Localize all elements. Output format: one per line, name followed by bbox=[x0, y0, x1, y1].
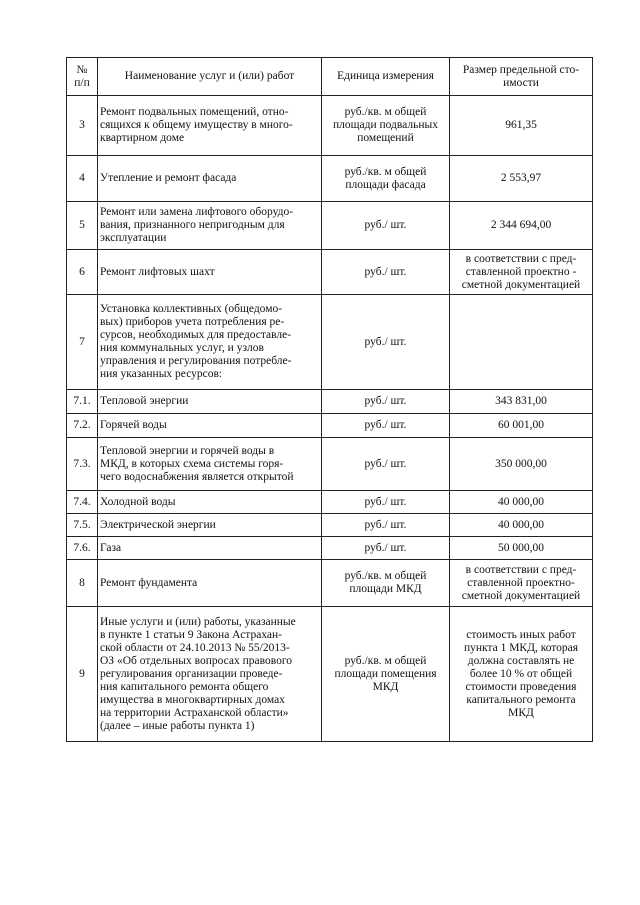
table-row bbox=[67, 202, 593, 250]
table-row bbox=[67, 560, 593, 607]
row-cost-limit: 343 831,00 bbox=[450, 390, 593, 414]
row-service-name: Тепловой энергии bbox=[98, 390, 322, 414]
row-number: 3 bbox=[67, 96, 98, 156]
row-service-name: Холодной воды bbox=[98, 491, 322, 514]
row-number: 7.6. bbox=[67, 537, 98, 560]
row-number: 7.4. bbox=[67, 491, 98, 514]
row-unit: руб./ шт. bbox=[322, 295, 450, 390]
row-unit: руб./кв. м общей площади помещения МКД bbox=[322, 607, 450, 742]
row-cost-limit: в соответствии с пред- ставленной проектно- сметной документацией bbox=[450, 560, 593, 607]
row-service-name: Горячей воды bbox=[98, 414, 322, 438]
table-row bbox=[67, 390, 593, 414]
cost-limits-table bbox=[66, 57, 593, 742]
row-cost-limit: стоимость иных работ пункта 1 МКД, которая должна составлять не более 10 % от общей стоимости проведения капитального ремонта МКД bbox=[450, 607, 593, 742]
row-service-name: Ремонт или замена лифтового оборудо- вания, признанного непригодным для эксплуатации bbox=[98, 202, 322, 250]
table-row bbox=[67, 156, 593, 202]
row-unit: руб./ шт. bbox=[322, 414, 450, 438]
row-unit: руб./ шт. bbox=[322, 438, 450, 491]
row-service-name: Иные услуги и (или) работы, указанные в пункте 1 статьи 9 Закона Астрахан- ской области от 24.10.2013 № 55/2013- ОЗ «Об отдельных вопросах правового регулирования организации проведе- ния капитального ремонта общего имущества в многоквартирных домах на территории Астраханской области» (далее – иные работы пункта 1) bbox=[98, 607, 322, 742]
row-cost-limit: 2 553,97 bbox=[450, 156, 593, 202]
row-number: 4 bbox=[67, 156, 98, 202]
row-cost-limit: 50 000,00 bbox=[450, 537, 593, 560]
row-unit: руб./ шт. bbox=[322, 537, 450, 560]
row-cost-limit: 2 344 694,00 bbox=[450, 202, 593, 250]
row-number: 7.5. bbox=[67, 514, 98, 537]
row-service-name: Ремонт фундамента bbox=[98, 560, 322, 607]
row-service-name: Утепление и ремонт фасада bbox=[98, 156, 322, 202]
row-number: 7.3. bbox=[67, 438, 98, 491]
row-unit: руб./ шт. bbox=[322, 250, 450, 295]
row-service-name: Газа bbox=[98, 537, 322, 560]
header-service-name: Наименование услуг и (или) работ bbox=[98, 58, 322, 96]
table-row bbox=[67, 96, 593, 156]
row-unit: руб./ шт. bbox=[322, 514, 450, 537]
row-cost-limit: 350 000,00 bbox=[450, 438, 593, 491]
table-row bbox=[67, 250, 593, 295]
table-row bbox=[67, 514, 593, 537]
row-cost-limit: в соответствии с пред- ставленной проектно - сметной документацией bbox=[450, 250, 593, 295]
row-number: 7 bbox=[67, 295, 98, 390]
row-cost-limit: 961,35 bbox=[450, 96, 593, 156]
row-unit: руб./кв. м общей площади подвальных помещений bbox=[322, 96, 450, 156]
row-cost-limit: 60 001,00 bbox=[450, 414, 593, 438]
row-unit: руб./ шт. bbox=[322, 202, 450, 250]
row-service-name: Электрической энергии bbox=[98, 514, 322, 537]
row-unit: руб./ шт. bbox=[322, 390, 450, 414]
table-row bbox=[67, 491, 593, 514]
header-number: № п/п bbox=[67, 58, 98, 96]
table-row bbox=[67, 607, 593, 742]
row-number: 7.1. bbox=[67, 390, 98, 414]
row-number: 5 bbox=[67, 202, 98, 250]
row-service-name: Тепловой энергии и горячей воды в МКД, в которых схема системы горя- чего водоснабжения является открытой bbox=[98, 438, 322, 491]
table-row bbox=[67, 414, 593, 438]
table-row bbox=[67, 537, 593, 560]
header-unit: Единица измерения bbox=[322, 58, 450, 96]
row-unit: руб./кв. м общей площади МКД bbox=[322, 560, 450, 607]
table-header-row bbox=[67, 58, 593, 96]
row-number: 7.2. bbox=[67, 414, 98, 438]
row-unit: руб./ шт. bbox=[322, 491, 450, 514]
row-service-name: Ремонт подвальных помещений, отно- сящихся к общему имуществу в много- квартирном доме bbox=[98, 96, 322, 156]
row-number: 6 bbox=[67, 250, 98, 295]
row-cost-limit bbox=[450, 295, 593, 390]
row-cost-limit: 40 000,00 bbox=[450, 514, 593, 537]
table-row bbox=[67, 295, 593, 390]
row-number: 9 bbox=[67, 607, 98, 742]
table-row bbox=[67, 438, 593, 491]
row-unit: руб./кв. м общей площади фасада bbox=[322, 156, 450, 202]
row-service-name: Установка коллективных (общедомо- вых) приборов учета потребления ре- сурсов, необходимых для предоставле- ния коммунальных услуг, и узлов управления и регулирования потребле- ния указанных ресурсов: bbox=[98, 295, 322, 390]
row-service-name: Ремонт лифтовых шахт bbox=[98, 250, 322, 295]
row-cost-limit: 40 000,00 bbox=[450, 491, 593, 514]
row-number: 8 bbox=[67, 560, 98, 607]
header-cost-limit: Размер предельной сто- имости bbox=[450, 58, 593, 96]
